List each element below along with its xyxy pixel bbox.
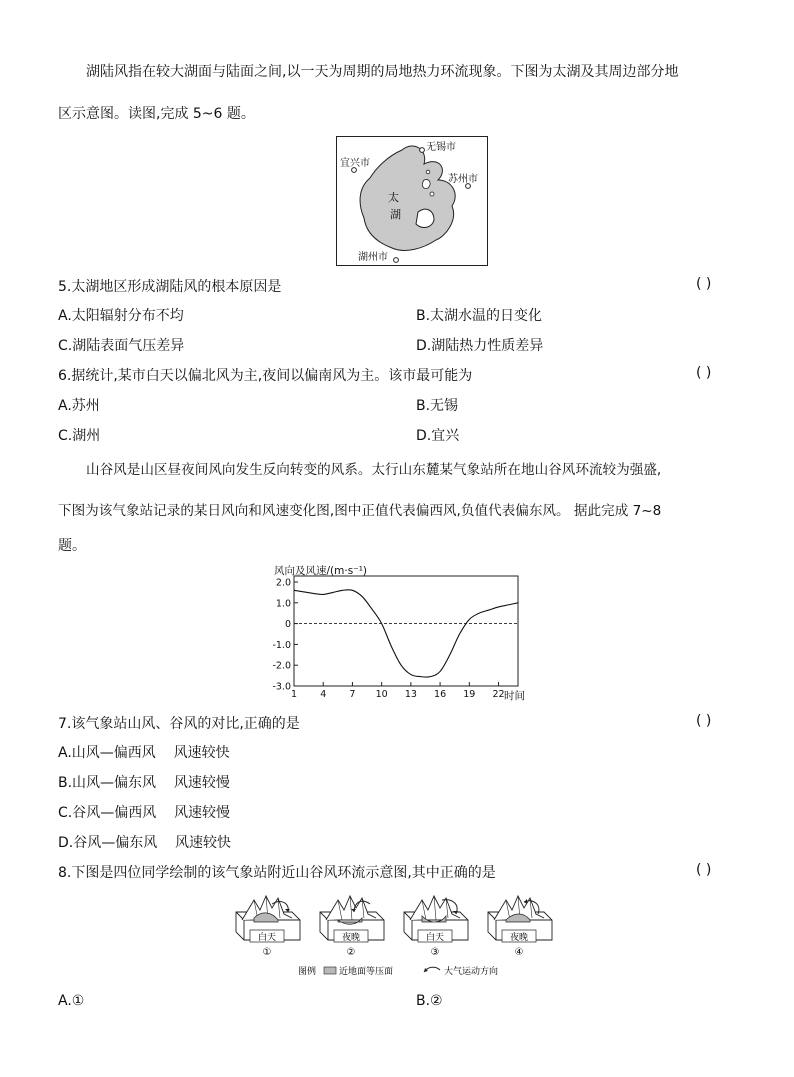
- q8-stem: 8.下图是四位同学绘制的该气象站附近山谷风环流示意图,其中正确的是: [58, 865, 496, 881]
- city-suzhou: 苏州市: [448, 174, 478, 185]
- lake-char-2: 湖: [390, 208, 401, 221]
- legend-item-2: 大气运动方向: [444, 967, 499, 977]
- q8-option-a[interactable]: A.①: [58, 993, 85, 1009]
- diagram-4-label: 夜晚: [509, 933, 529, 943]
- x-tick-label-2: 7: [349, 689, 356, 700]
- city-yixing: 宜兴市: [340, 158, 370, 169]
- q6-option-b[interactable]: B.无锡: [416, 398, 459, 414]
- taihu-map: [336, 136, 488, 266]
- diagram-1-num: ①: [262, 947, 272, 958]
- passage2-line1: 山谷风是山区昼夜间风向发生反向转变的风系。太行山东麓某气象站所在地山谷风环流较为强盛,: [86, 462, 662, 478]
- q6-stem: 6.据统计,某市白天以偏北风为主,夜间以偏南风为主。该市最可能为: [58, 368, 473, 384]
- q5-option-c[interactable]: C.湖陆表面气压差异: [58, 338, 185, 354]
- q6-answer-paren: ( ): [696, 365, 712, 381]
- diagram-legend: [298, 965, 498, 977]
- diagram-3: [404, 896, 468, 958]
- diagram-2-label: 夜晚: [341, 933, 361, 943]
- x-tick-label-3: 10: [375, 689, 388, 700]
- q5-option-b[interactable]: B.太湖水温的日变化: [416, 308, 543, 324]
- isobar-swatch-icon: [324, 967, 336, 974]
- y-tick-label-2: 0: [284, 619, 291, 631]
- x-tick-label-0: 1: [290, 689, 298, 700]
- x-tick-label-1: 4: [320, 689, 327, 700]
- q8-answer-paren: ( ): [696, 862, 712, 878]
- q7-option-b[interactable]: B.山风—偏东风 风速较慢: [58, 775, 230, 791]
- diagram-2: [320, 896, 384, 958]
- q8-option-b[interactable]: B.②: [416, 993, 443, 1009]
- passage2-line3: 题。: [58, 538, 86, 554]
- y-tick-label-5: -3.0: [272, 681, 291, 693]
- q7-option-d[interactable]: D.谷风—偏东风 风速较快: [58, 835, 232, 851]
- q5-stem: 5.太湖地区形成湖陆风的根本原因是: [58, 279, 282, 295]
- diagram-2-num: ②: [346, 947, 356, 958]
- q6-option-d[interactable]: D.宜兴: [416, 428, 460, 444]
- chart-xlabel: 时间: [504, 690, 525, 702]
- q7-option-a[interactable]: A.山风—偏西风 风速较快: [58, 745, 230, 761]
- valley-wind-diagrams: [232, 890, 564, 982]
- plot-frame: [294, 576, 518, 686]
- city-huzhou: 湖州市: [358, 252, 388, 263]
- x-tick-label-7: 22: [492, 689, 505, 700]
- diagram-3-num: ③: [430, 947, 440, 958]
- q6-option-c[interactable]: C.湖州: [58, 428, 101, 444]
- diagram-1-label: 白天: [257, 933, 277, 943]
- q5-option-d[interactable]: D.湖陆热力性质差异: [416, 338, 544, 354]
- q5-answer-paren: ( ): [696, 276, 712, 292]
- chart-ylabel: 风向及风速/(m·s⁻¹): [274, 565, 368, 577]
- passage2-line2: 下图为该气象站记录的某日风向和风速变化图,图中正值代表偏西风,负值代表偏东风。 据此完成 7~8: [58, 503, 662, 519]
- q5-option-a[interactable]: A.太阳辐射分布不均: [58, 308, 184, 324]
- y-tick-label-3: -1.0: [272, 639, 291, 651]
- diagram-4-num: ④: [514, 947, 524, 958]
- q7-answer-paren: ( ): [696, 713, 712, 729]
- passage1-line1: 湖陆风指在较大湖面与陆面之间,以一天为周期的局地热力环流现象。下图为太湖及其周边部分地: [86, 64, 679, 80]
- city-wuxi: 无锡市: [426, 142, 456, 153]
- diagram-3-label: 白天: [425, 933, 445, 943]
- y-tick-label-4: -2.0: [272, 660, 291, 672]
- legend-item-1: 近地面等压面: [339, 967, 394, 977]
- y-tick-label-1: 1.0: [275, 598, 291, 610]
- q7-option-c[interactable]: C.谷风—偏西风 风速较慢: [58, 805, 231, 821]
- legend-title: 图例: [298, 967, 317, 977]
- q7-stem: 7.该气象站山风、谷风的对比,正确的是: [58, 716, 300, 732]
- x-tick-label-6: 19: [463, 689, 476, 700]
- wind-speed-chart: [262, 562, 534, 702]
- lake-char-1: 太: [388, 191, 399, 204]
- q6-option-a[interactable]: A.苏州: [58, 398, 100, 414]
- diagram-4: [488, 896, 552, 958]
- x-tick-label-5: 16: [434, 689, 447, 700]
- passage1-line2: 区示意图。读图,完成 5~6 题。: [58, 106, 255, 122]
- y-tick-label-0: 2.0: [275, 577, 291, 589]
- diagram-1: [236, 896, 300, 958]
- x-tick-label-4: 13: [404, 689, 417, 700]
- wind-series-line: [294, 590, 518, 677]
